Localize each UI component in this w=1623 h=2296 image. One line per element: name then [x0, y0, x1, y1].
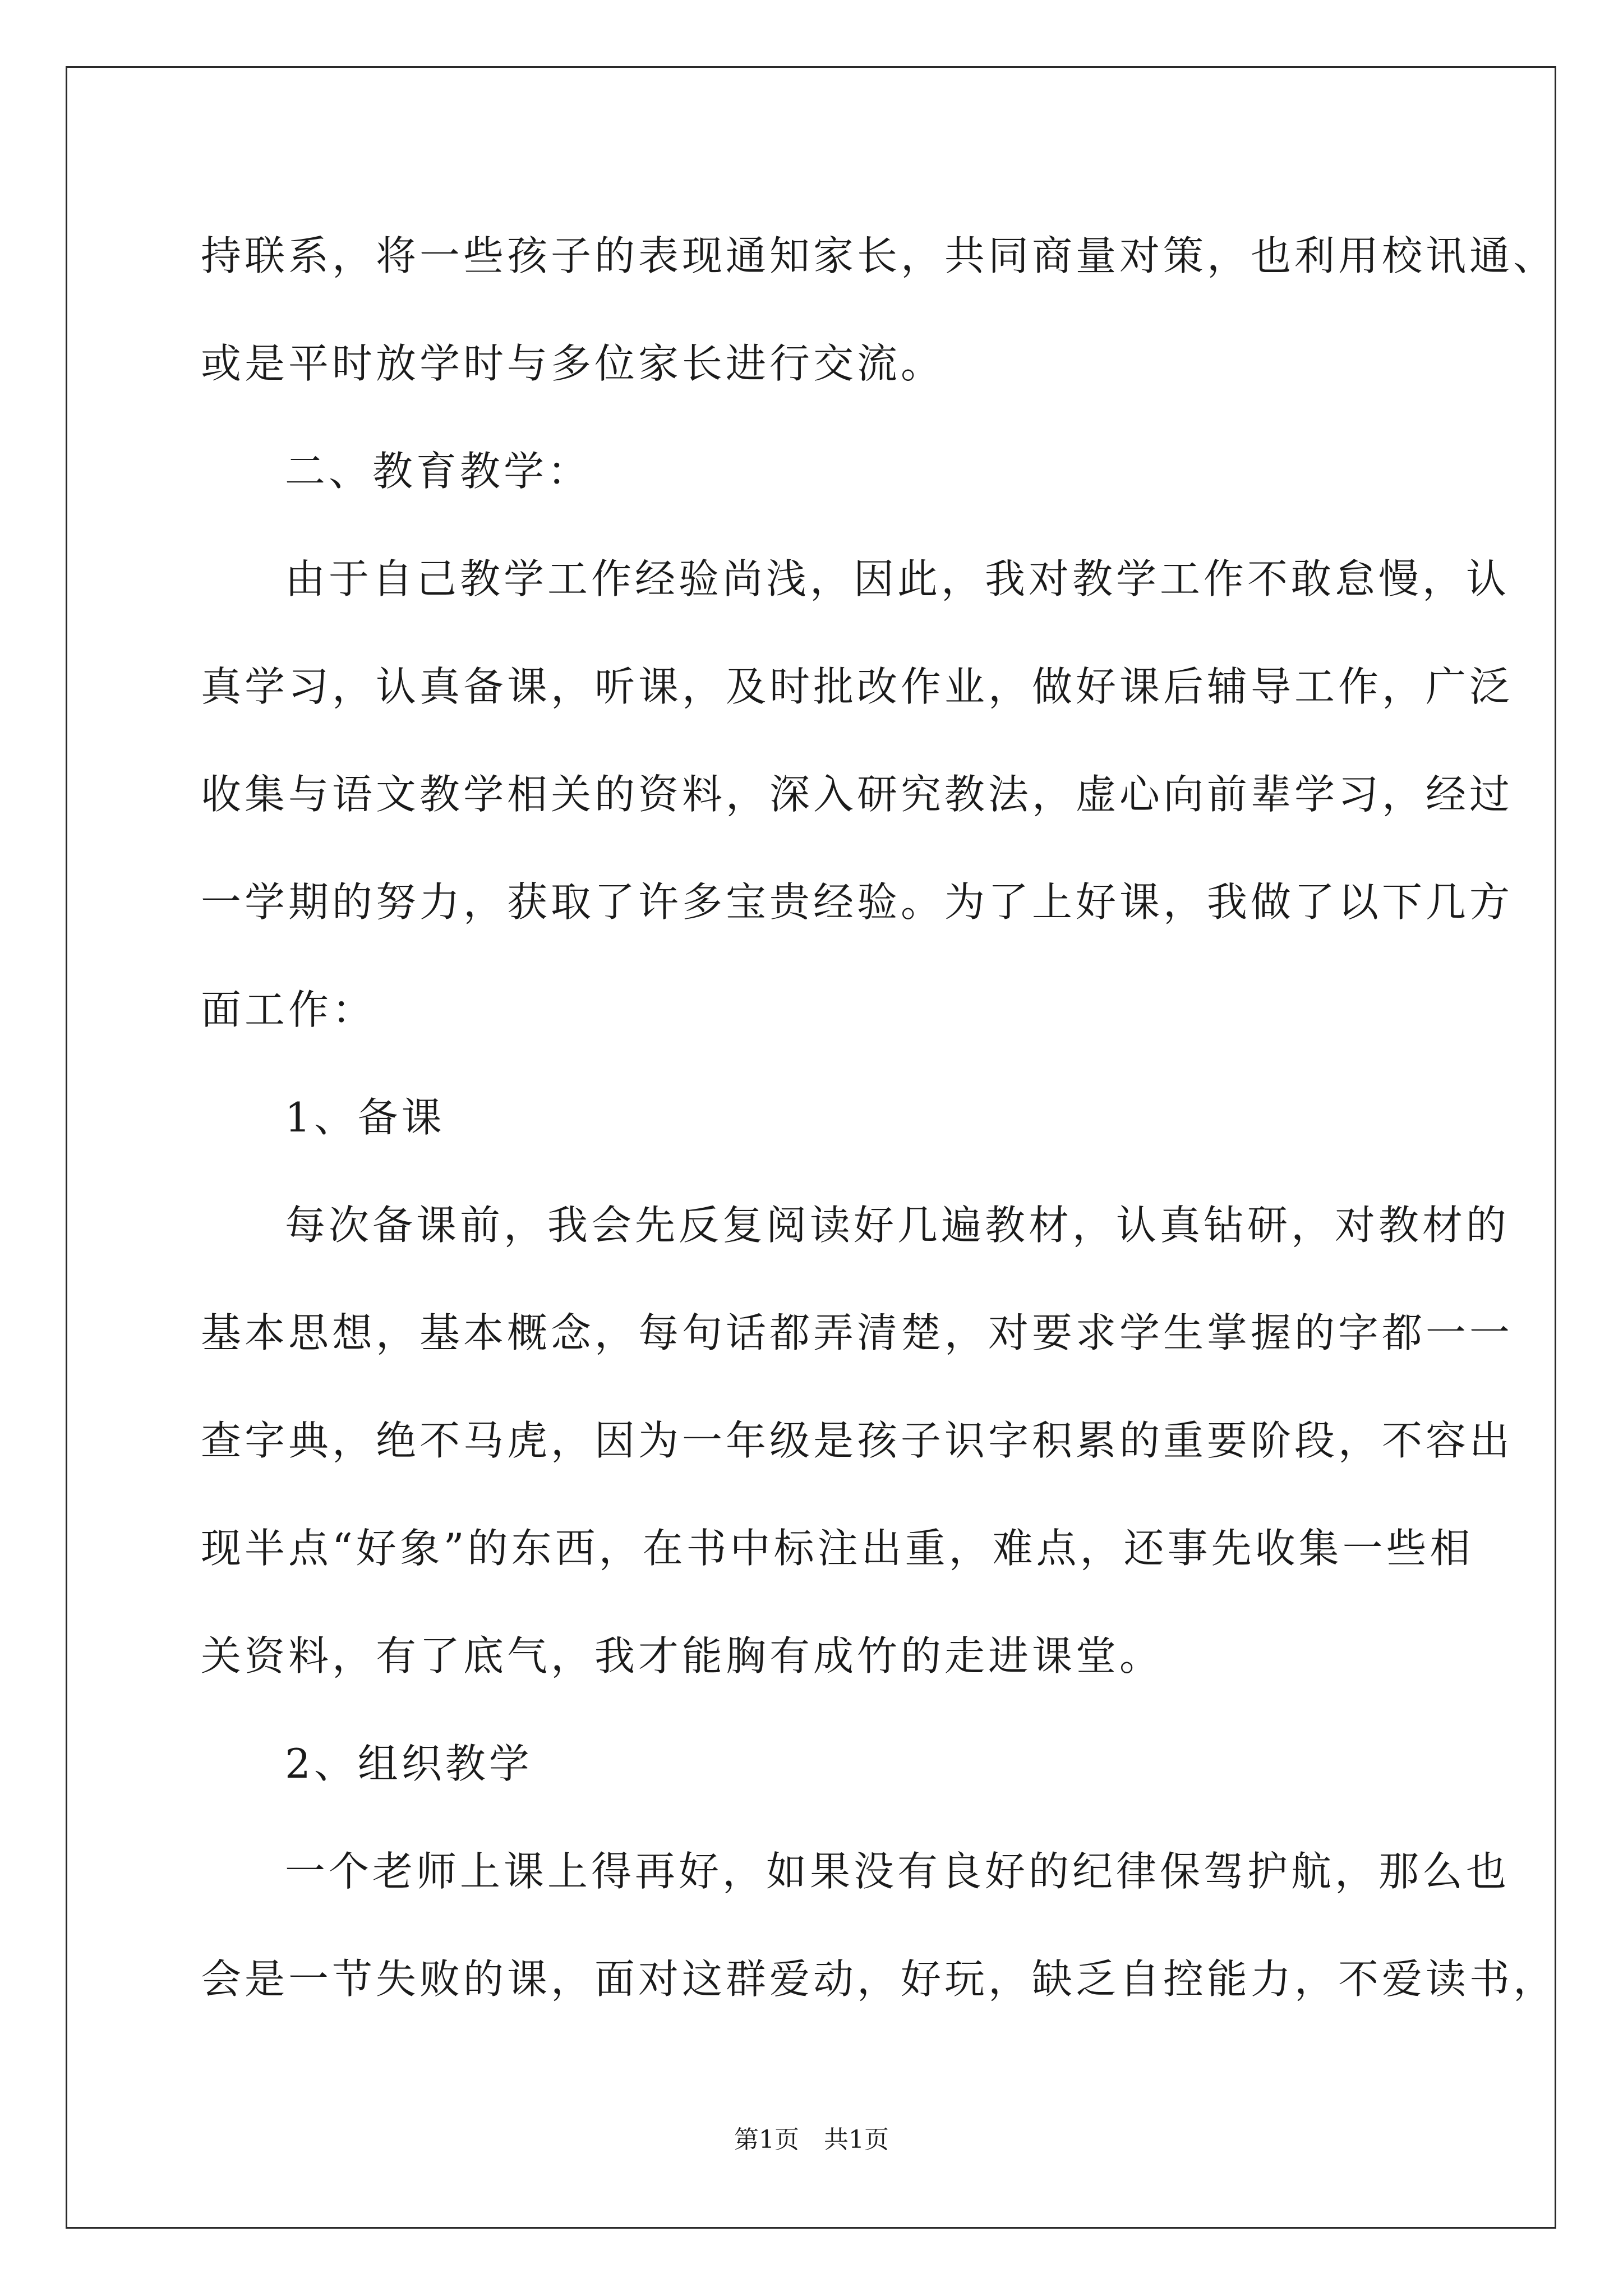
text-line-1: 持联系，将一些孩子的表现通知家长，共同商量对策，也利用校讯通、	[201, 232, 1557, 279]
text-line-17: 会是一节失败的课，面对这群爱动，好玩，缺乏自控能力，不爱读书，	[201, 1955, 1557, 2003]
page-footer: 第1页 共1页	[734, 2125, 889, 2154]
subheading-class-organization: 2、组织教学	[285, 1740, 533, 1787]
text-line-11: 基本思想，基本概念，每句话都弄清楚，对要求学生掌握的字都一一	[201, 1309, 1514, 1356]
text-line-14: 关资料，有了底气，我才能胸有成竹的走进课堂。	[201, 1632, 1164, 1680]
section-heading-education: 二、教育教学：	[285, 448, 592, 495]
text-line-7: 一学期的努力，获取了许多宝贵经验。为了上好课，我做了以下几方	[201, 878, 1514, 926]
text-line-12: 查字典，绝不马虎，因为一年级是孩子识字积累的重要阶段，不容出	[201, 1417, 1514, 1464]
text-line-13: 现半点“好象”的东西，在书中标注出重，难点，还事先收集一些相	[201, 1525, 1474, 1572]
text-line-4: 由于自己教学工作经验尚浅，因此，我对教学工作不敢怠慢，认	[285, 555, 1510, 602]
text-line-10: 每次备课前，我会先反复阅读好几遍教材，认真钻研，对教材的	[285, 1202, 1510, 1249]
subheading-lesson-prep: 1、备课	[285, 1094, 445, 1141]
text-line-16: 一个老师上课上得再好，如果没有良好的纪律保驾护航，那么也	[285, 1848, 1510, 1895]
text-line-6: 收集与语文教学相关的资料，深入研究教法，虚心向前辈学习，经过	[201, 771, 1514, 818]
document-body	[201, 202, 1557, 2033]
text-line-5: 真学习，认真备课，听课，及时批改作业，做好课后辅导工作，广泛	[201, 663, 1514, 710]
text-line-2: 或是平时放学时与多位家长进行交流。	[201, 340, 945, 387]
text-line-8: 面工作：	[201, 986, 376, 1033]
